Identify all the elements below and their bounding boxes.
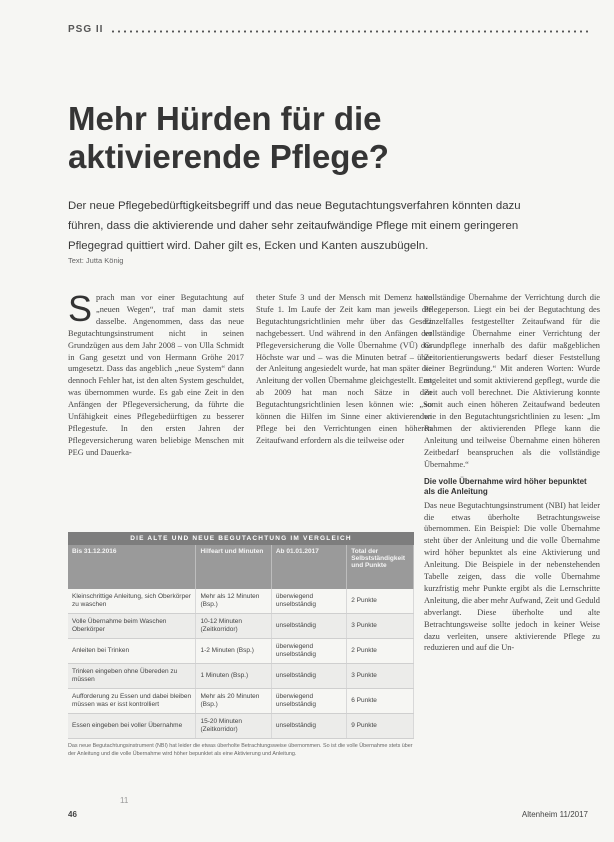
- table-cell: Mehr als 20 Minuten (Bsp.): [196, 689, 271, 714]
- table-cell: überwiegend unselbständig: [271, 689, 346, 714]
- table-row: [68, 589, 414, 614]
- table-cell: Essen eingeben bei voller Übernahme: [68, 714, 196, 739]
- byline: Text: Jutta König: [68, 256, 124, 265]
- table-cell: unselbständig: [271, 714, 346, 739]
- body-column-3: [424, 292, 600, 654]
- table-cell: 2 Punkte: [347, 639, 414, 664]
- page-footer: [68, 808, 588, 824]
- drop-cap: S: [68, 288, 93, 329]
- body-text: Das neue Begutachtungsinstrument (NBI) hat leider die etwas überholte Betrachtungsweise übernommen. Ein Beispiel: Die volle Übernahme steht über der Anleitung und die volle Übernahme wird höher bepunktet als eine Aktivierung und Anleitung. Die Beispiele in der nebenstehenden Tabelle zeigen, dass die volle Übernahme kurzfristig mehr Punkte ergibt als die Lernschritte Anleitung, die aber mehr Aufwand, Zeit und Geduld abverlangt. Diese überholte und alte Betrachtungsweise sollte jedoch in keiner Weise dazu verleiten, unsere aktivierende Pflege zu reduzieren und auf die Un-: [424, 500, 600, 653]
- table-cell: Trinken eingeben ohne Übereden zu müssen: [68, 664, 196, 689]
- table-cell: Anleiten bei Trinken: [68, 639, 196, 664]
- table-row: [68, 614, 414, 639]
- body-text: vollständige Übernahme der Verrichtung durch die Pflegeperson. Liegt ein bei der Begutachtung des Einzelfalles festgestellter Zeitaufwand für die vollständige Übernahme einer Verrichtung der Grundpflege innerhalb des dafür maßgeblichen Zeitorientierungswerts bedarf dieser Feststellung keiner Begründung.“ Mit anderen Worten: Wurde angeleitet und somit aktivierend gepflegt, wurde die Zeit auch voll berechnet. Die Aktivierung konnte somit auch einen höheren Zeitaufwand bedeuten wie in den Begutachtungsrichtlinien zu lesen: „Im Rahmen der aktivierenden Pflege kann die Anleitung und teilweise Übernahme einen höheren Zeitbedarf beanspruchen als die vollständige Übernahme.“: [424, 293, 600, 469]
- table-row: [68, 664, 414, 689]
- page-number: 46: [68, 810, 77, 819]
- table-cell: unselbständig: [271, 614, 346, 639]
- article-title: Mehr Hürden für die aktivierende Pflege?: [68, 100, 389, 175]
- table-header-row: [68, 545, 414, 589]
- table-row: [68, 714, 414, 739]
- section-header: [68, 24, 588, 38]
- table-cell: Mehr als 12 Minuten (Bsp.): [196, 589, 271, 614]
- table-cell: 6 Punkte: [347, 689, 414, 714]
- column-header: Total der Selbstständigkeit und Punkte: [347, 545, 414, 589]
- table-title: DIE ALTE UND NEUE BEGUTACHTUNG IM VERGLEICH: [68, 532, 414, 545]
- comparison-table-box: [68, 532, 414, 758]
- table-cell: überwiegend unselbständig: [271, 589, 346, 614]
- article-lead: Der neue Pflegebedürftigkeitsbegriff und das neue Begutachtungsverfahren könnten dazu führen, dass die aktivierende und daher sehr zeitaufwändige Pflege mit einem geringeren Pflegegrad quittiert wird. Daher gilt es, Ecken und Kanten auszubügeln.: [68, 200, 521, 252]
- body-text: prach man vor einer Begutachtung auf „neuen Wegen“, traf man damit stets dasselbe. Angenommen, dass das neue Begutachtungsinstrument nicht in seinen Grundzügen aus dem Jahr 2008 – von Ulla Schmidt in Gang gesetzt und von Hermann Gröhe 2017 umgesetzt. Dass das angeblich „neue System“ dann dennoch Fehler hat, ist den alten System geschuldet, was übernommen wurde. Es gab eine Zeit in den Anfängen der Pflegeversicherung, da führte die Unfähigkeit eines Pflegebedürftigen zu besserer Pflegestufe. In den ersten Jahren der Pflegeversicherung waren beliebige Menschen mit PEG und Dauerka-: [68, 293, 244, 457]
- table-cell: Kleinschrittige Anleitung, sich Oberkörper zu waschen: [68, 589, 196, 614]
- section-label: PSG II: [68, 24, 104, 35]
- magazine-issue: Altenheim 11/2017: [521, 810, 588, 819]
- table-cell: 1-2 Minuten (Bsp.): [196, 639, 271, 664]
- table-cell: 1 Minuten (Bsp.): [196, 664, 271, 689]
- table-row: [68, 689, 414, 714]
- column-header: Bis 31.12.2016: [68, 545, 196, 589]
- table-footnote: Das neue Begutachtungsinstrument (NBI) hat leider die etwas überholte Betrachtungsweise übernommen. So ist die volle Übernahme stets über der Anleitung und die volle Übernahme wird höher bepunktet als eine Aktivierung und Anleitung.: [68, 743, 413, 757]
- table-cell: 10-12 Minuten (Zeitkorridor): [196, 614, 271, 639]
- comparison-table: [68, 545, 414, 739]
- table-cell: 9 Punkte: [347, 714, 414, 739]
- subheading: Die volle Übernahme wird höher bepunktet als die Anleitung: [424, 476, 587, 497]
- table-cell: 3 Punkte: [347, 614, 414, 639]
- table-cell: 2 Punkte: [347, 589, 414, 614]
- body-column-1: [68, 288, 244, 459]
- table-cell: unselbständig: [271, 664, 346, 689]
- body-column-2: [256, 292, 432, 447]
- body-text: theter Stufe 3 und der Mensch mit Demenz hatte Stufe 1. Im Laufe der Zeit kam man jeweils die Begutachtungsrichtlinien mehr über das Gesetz nachgebessert. Und während in den Anfängen der Pflegeversicherung die Volle Übernahme (VÜ) das Höchste war und – was die Minuten betraf – über der Anleitung angesiedelt wurde, hat man später die Anleitung der vollen Übernahme gleichgestellt. Erst ab 2009 hat man noch Sätze in den Begutachtungsrichtlinien lesen können wie: „So können die Hilfen im Sinne einer aktivierenden Pflege bei den Verrichtungen einen höheren Zeitaufwand erfordern als die teilweise oder: [256, 293, 432, 445]
- table-cell: 3 Punkte: [347, 664, 414, 689]
- column-header: Hilfeart und Minuten: [196, 545, 271, 589]
- table-cell: 15-20 Minuten (Zeitkorridor): [196, 714, 271, 739]
- table-row: [68, 639, 414, 664]
- table-cell: Aufforderung zu Essen und dabei bleiben müssen was er isst kontrolliert: [68, 689, 196, 714]
- dotted-rule: [110, 30, 588, 33]
- table-cell: überwiegend unselbständig: [271, 639, 346, 664]
- margin-marker: 11: [120, 796, 129, 805]
- column-header: Ab 01.01.2017: [271, 545, 346, 589]
- table-cell: Volle Übernahme beim Waschen Oberkörper: [68, 614, 196, 639]
